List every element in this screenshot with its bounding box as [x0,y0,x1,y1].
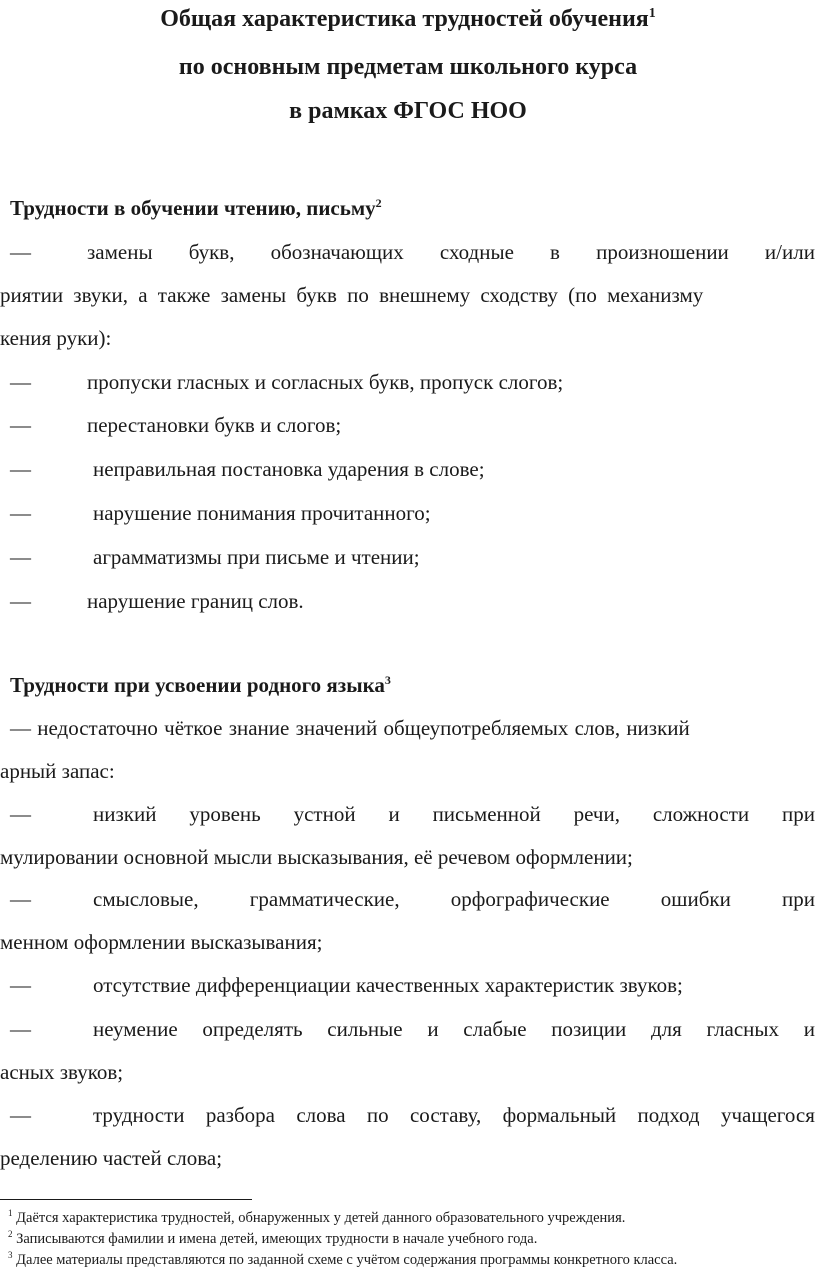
word: слова [296,1103,346,1127]
dash-marker: — [10,370,31,394]
footnote-divider [0,1199,252,1200]
word: определять [202,1017,303,1041]
title-line-3: в рамках ФГОС НОО [289,98,527,124]
list-item-text: нарушение границ слов. [87,589,304,613]
word: произношении [596,240,729,264]
word: письменной [432,802,541,826]
footnote-number: 1 [8,1208,13,1219]
word: речи, [573,802,620,826]
item2-words [93,800,815,828]
section2-heading-text: Трудности при усвоении родного языка [10,673,385,697]
word: и/или [764,240,815,264]
word: и [427,1017,439,1041]
footnote-number: 3 [8,1250,13,1261]
footnote-2 [8,1230,537,1248]
word: обозначающих [270,240,404,264]
section2-item5-line2: асных звуков; [0,1060,124,1084]
word: трудности [93,1103,185,1127]
section1-item1-line2: риятии звуки, а также замены букв по внешнему сходству (по механизму [0,283,704,307]
title-line-1 [0,4,816,34]
word: и [803,1017,815,1041]
title-line-2: по основным предметам школьного курса [178,54,638,80]
word: букв, [188,240,235,264]
word: учащегося [720,1103,815,1127]
dash-marker: — [10,545,31,569]
word: смысловые, [93,887,199,911]
footnote-ref-2: 2 [375,196,382,210]
word: низкий [93,802,157,826]
list-item-text: отсутствие дифференциации качественных характеристик звуков; [93,973,683,997]
list-item-text: аграмматизмы при письме и чтении; [93,545,420,569]
section2-item1-line1: — недостаточно чёткое знание значений общеупотребляемых слов, низкий [10,716,690,740]
dash-marker: — [10,802,31,826]
word: при [782,802,815,826]
section2-item1-line2: арный запас: [0,759,115,783]
word: и [388,802,400,826]
dash-marker: — [10,501,31,525]
word: слабые [463,1017,527,1041]
word: орфографические [450,887,610,911]
word: сильные [327,1017,403,1041]
word: по [366,1103,389,1127]
word: сходные [439,240,514,264]
footnote-ref-1: 1 [648,6,656,21]
footnote-text: Далее материалы представляются по заданной схеме с учётом содержания программы конкретного класса. [16,1252,678,1268]
word: позиции [551,1017,627,1041]
dash-marker: — [10,1017,31,1041]
word: в [550,240,560,264]
footnote-3 [8,1251,677,1269]
item3-words [93,885,815,913]
footnote-text: Записываются фамилии и имена детей, имеющих трудности в начале учебного года. [16,1231,538,1247]
dash-marker: — [10,973,31,997]
footnote-number: 2 [8,1229,13,1240]
word: ошибки [660,887,731,911]
footnote-text: Даётся характеристика трудностей, обнаруженных у детей данного образовательного учреждения. [16,1210,626,1226]
dash-marker: — [10,589,31,613]
word: формальный [502,1103,617,1127]
section2-heading [10,673,391,698]
word: грамматические, [249,887,400,911]
word: уровень [189,802,261,826]
footnote-ref-3: 3 [384,673,391,687]
section1-item1-line3: кения руки): [0,326,112,350]
list-item-text: пропуски гласных и согласных букв, пропуск слогов; [87,370,564,394]
section2-item3-line2: менном оформлении высказывания; [0,930,323,954]
dash-marker: — [10,457,31,481]
word: устной [293,802,356,826]
dash-marker: — [10,240,31,264]
title-text-1: Общая характеристика трудностей обучения [160,6,649,32]
section1-heading-text: Трудности в обучении чтению, письму [10,196,376,220]
word: гласных [706,1017,780,1041]
word: сложности [652,802,750,826]
dash-marker: — [10,1103,31,1127]
section2-item2-line2: мулировании основной мысли высказывания, её речевом оформлении; [0,845,633,869]
footnote-1 [8,1209,625,1227]
list-item-text: нарушение понимания прочитанного; [93,501,431,525]
word: для [650,1017,682,1041]
list-item-text: неправильная постановка ударения в слове; [93,457,485,481]
word: замены [87,240,153,264]
item6-words [93,1101,815,1129]
dash-marker: — [10,413,31,437]
word: при [781,887,815,911]
section2-item6-line2: ределению частей слова; [0,1146,223,1170]
item1-words [87,238,815,266]
dash-marker: — [10,887,31,911]
word: неумение [93,1017,178,1041]
item5-words [93,1015,815,1043]
section1-heading [10,196,382,221]
list-item-text: перестановки букв и слогов; [87,413,342,437]
word: подход [637,1103,700,1127]
word: разбора [205,1103,275,1127]
word: составу, [409,1103,482,1127]
